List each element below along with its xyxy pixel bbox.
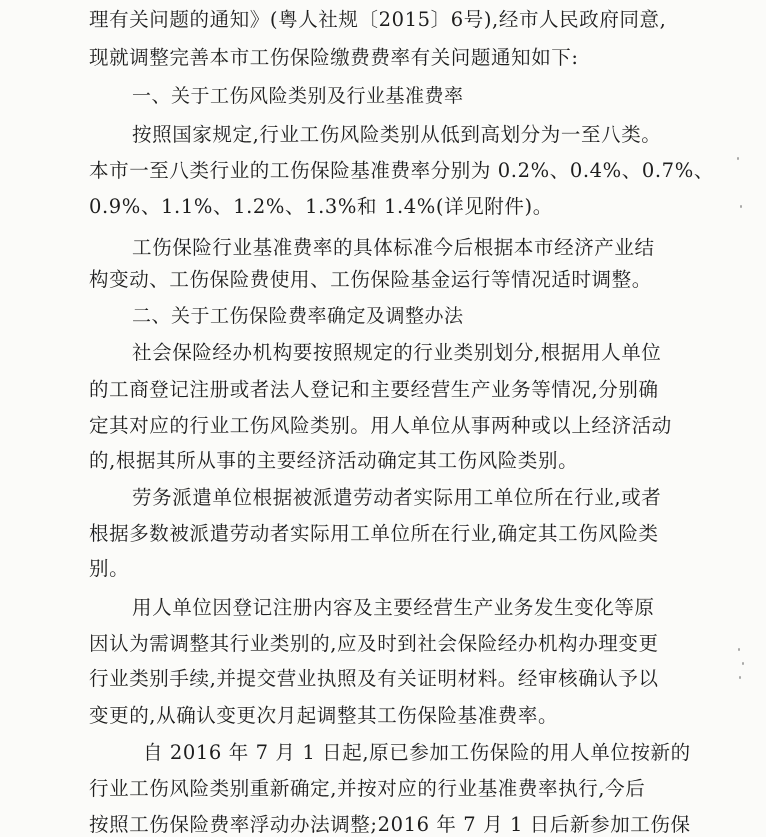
section-heading-2: 二、关于工伤保险费率确定及调整办法	[132, 305, 464, 327]
text-line: 0.9%、1.1%、1.2%、1.3%和 1.4%(详见附件)。	[89, 195, 553, 218]
text-line: 的工商登记注册或者法人登记和主要经营生产业务等情况,分别确	[89, 378, 659, 401]
text-line: 别。	[89, 557, 130, 580]
text-line: 行业工伤风险类别重新确定,并按对应的行业基准费率执行,今后	[89, 777, 646, 800]
text-line: 根据多数被派遣劳动者实际用工单位所在行业,确定其工伤风险类	[89, 522, 659, 545]
text-line: 自 2016 年 7 月 1 日起,原已参加工伤保险的用人单位按新的	[143, 741, 691, 764]
text-line: 定其对应的行业工伤风险类别。用人单位从事两种或以上经济活动	[89, 414, 672, 437]
text-line: 构变动、工伤保险费使用、工伤保险基金运行等情况适时调整。	[89, 268, 652, 291]
text-line: 用人单位因登记注册内容及主要经营生产业务发生变化等原	[132, 596, 655, 619]
text-line: 行业类别手续,并提交营业执照及有关证明材料。经审核确认予以	[89, 667, 659, 690]
text-line: 按照工伤保险费率浮动办法调整;2016 年 7 月 1 日后新参加工伤保	[89, 813, 691, 836]
text-line: 劳务派遣单位根据被派遣劳动者实际用工单位所在行业,或者	[132, 486, 662, 509]
text-line: 社会保险经办机构要按照规定的行业类别划分,根据用人单位	[132, 341, 662, 364]
section-heading-1: 一、关于工伤风险类别及行业基准费率	[132, 85, 464, 107]
text-line: 理有关问题的通知》(粤人社规〔2015〕6号),经市人民政府同意,	[89, 8, 667, 31]
text-line: 变更的,从确认变更次月起调整其工伤保险基准费率。	[89, 704, 559, 727]
text-line: 的,根据其所从事的主要经济活动确定其工伤风险类别。	[89, 449, 579, 472]
text-line: 因认为需调整其行业类别的,应及时到社会保险经办机构办理变更	[89, 632, 659, 655]
text-line: 本市一至八类行业的工伤保险基准费率分别为 0.2%、0.4%、0.7%、	[89, 159, 714, 182]
text-line: 现就调整完善本市工伤保险缴费费率有关问题通知如下:	[89, 46, 579, 69]
text-line: 按照国家规定,行业工伤风险类别从低到高划分为一至八类。	[132, 123, 662, 146]
text-line: 工伤保险行业基准费率的具体标准今后根据本市经济产业结	[132, 236, 655, 259]
